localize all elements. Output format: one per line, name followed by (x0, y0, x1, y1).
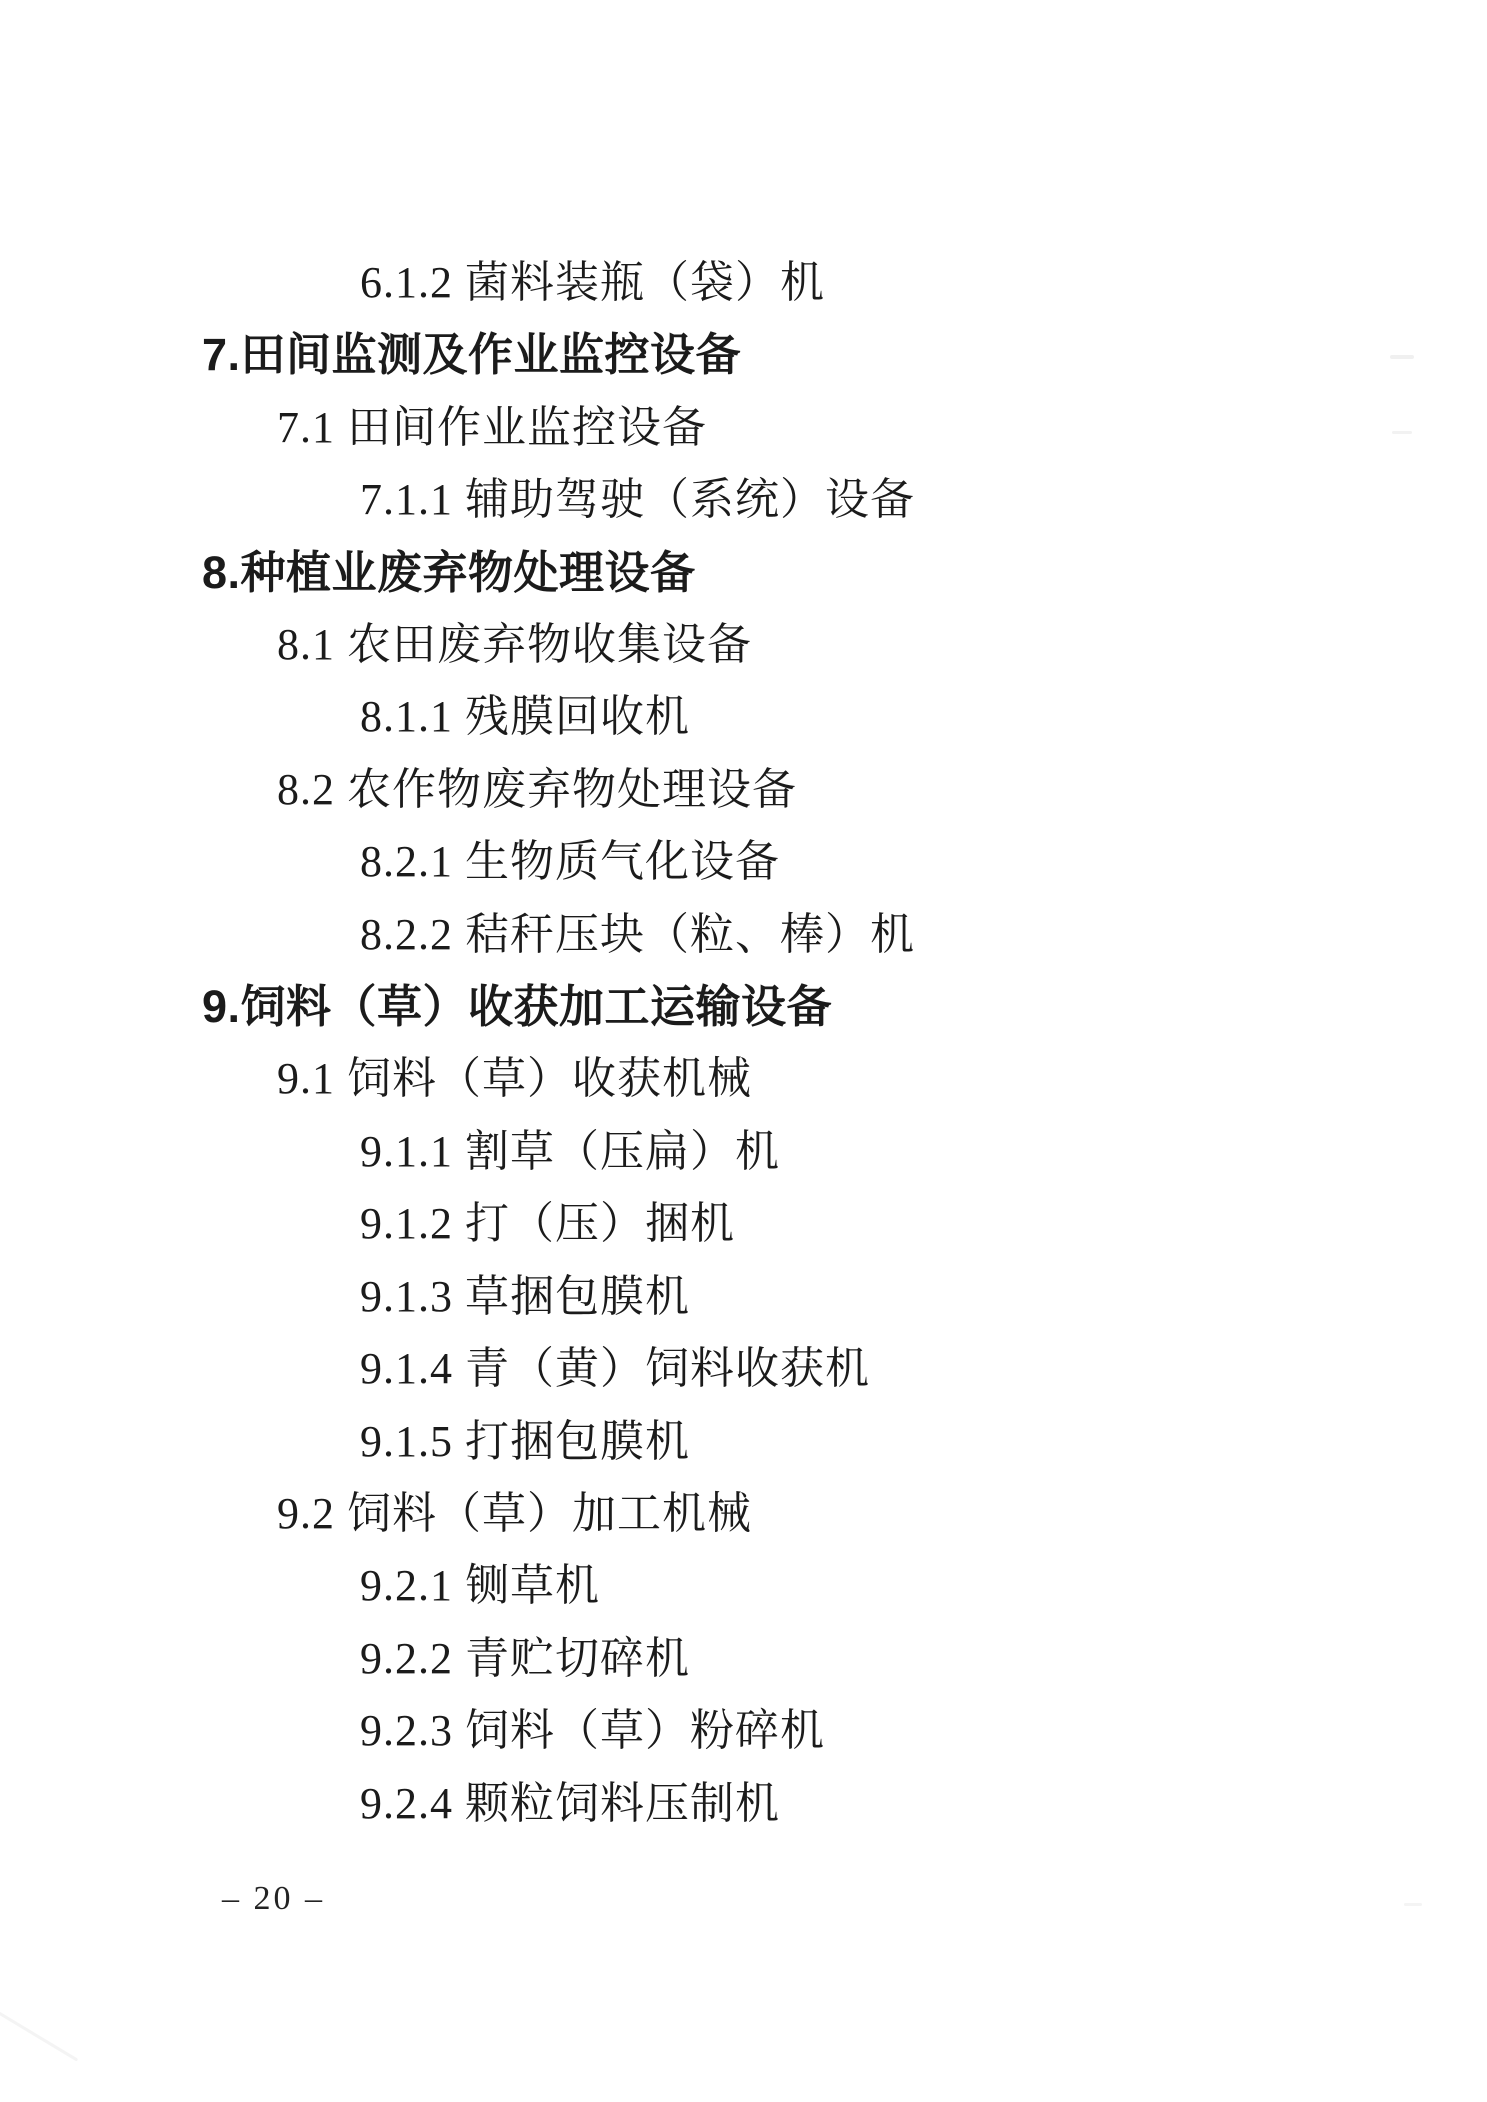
toc-item: 9.1.3 草捆包膜机 (360, 1271, 690, 1321)
scan-artifact (1392, 431, 1412, 434)
toc-item: 9.2.3 饲料（草）粉碎机 (360, 1706, 825, 1756)
toc-item: 9.1.5 打捆包膜机 (360, 1416, 690, 1466)
toc-item: 9.2.4 颗粒饲料压制机 (360, 1778, 780, 1828)
toc-item: 8.1.1 残膜回收机 (360, 692, 690, 742)
section-heading: 9.饲料（草）收获加工运输设备 (202, 981, 833, 1033)
toc-item: 7.1.1 辅助驾驶（系统）设备 (360, 475, 915, 525)
section-heading: 8.种植业废弃物处理设备 (202, 546, 696, 598)
toc-item: 9.2 饲料（草）加工机械 (277, 1488, 752, 1538)
toc-list (0, 247, 1487, 1840)
toc-item: 6.1.2 菌料装瓶（袋）机 (360, 258, 825, 307)
toc-item: 8.1 农田废弃物收集设备 (277, 620, 752, 670)
toc-item: 9.1.2 打（压）捆机 (360, 1199, 735, 1249)
toc-item: 8.2 农作物废弃物处理设备 (277, 764, 797, 814)
toc-item: 9.1 饲料（草）收获机械 (277, 1054, 752, 1104)
page-number: – 20 – (222, 1880, 325, 1917)
toc-item: 9.1.4 青（黄）饲料收获机 (360, 1344, 870, 1394)
toc-item: 9.1.1 割草（压扁）机 (360, 1126, 780, 1176)
toc-item: 9.2.2 青贮切碎机 (360, 1633, 690, 1683)
toc-item: 7.1 田间作业监控设备 (277, 402, 707, 452)
scan-artifact (0, 2012, 78, 2062)
scan-artifact (1404, 1903, 1422, 1906)
toc-item: 8.2.1 生物质气化设备 (360, 837, 780, 887)
section-heading: 7.田间监测及作业监控设备 (202, 329, 742, 381)
scan-artifact (1390, 355, 1414, 359)
toc-item: 9.2.1 铡草机 (360, 1561, 600, 1611)
toc-item: 8.2.2 秸秆压块（粒、棒）机 (360, 909, 915, 959)
